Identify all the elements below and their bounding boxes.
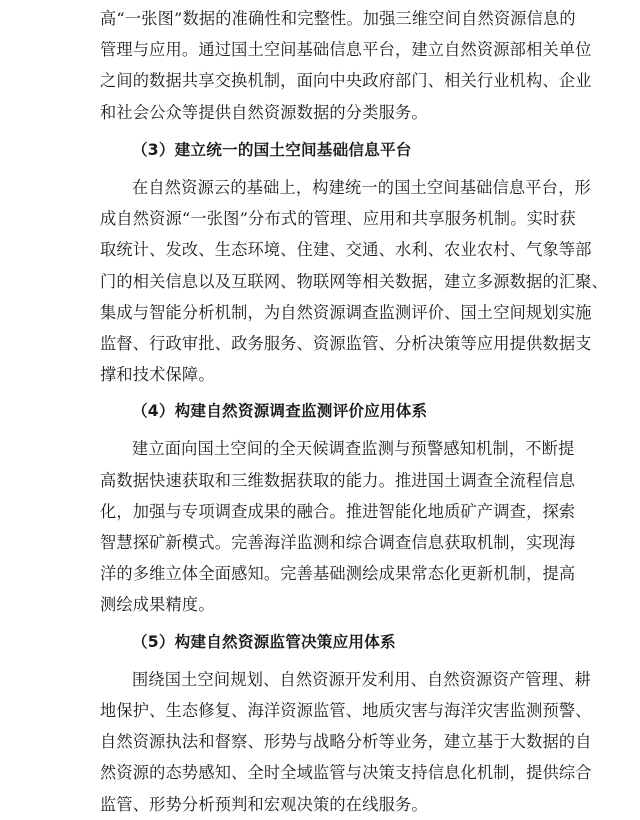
section-heading-5: （5）构建自然资源监管决策应用体系 — [132, 632, 396, 651]
text-line: 自然资源执法和督察、形势与战略分析等业务，建立基于大数据的自 — [100, 732, 592, 752]
text-line: 取统计、发改、生态环境、住建、交通、水利、农业农村、气象等部 — [100, 240, 592, 260]
text-line: 管理与应用。通过国土空间基础信息平台，建立自然资源部相关单位 — [100, 40, 592, 60]
paragraph-section-5 — [100, 664, 590, 820]
text-line: 智慧探矿新模式。完善海洋监测和综合调查信息获取机制，实现海 — [100, 533, 576, 552]
text-line: 测绘成果精度。 — [100, 595, 215, 615]
text-line: 监管、形势分析预判和宏观决策的在线服务。 — [100, 794, 428, 814]
text-line: 建立面向国土空间的全天候调查监测与预警感知机制，不断提 — [132, 439, 575, 459]
paragraph-section-3 — [100, 172, 609, 390]
text-line: 洋的多维立体全面感知。完善基础测绘成果常态化更新机制，提高 — [100, 564, 576, 584]
text-line: 门的相关信息以及互联网、物联网等相关数据，建立多源数据的汇聚、 — [100, 271, 609, 291]
section-heading-3: （3）建立统一的国土空间基础信息平台 — [132, 140, 412, 159]
text-line: 围绕国土空间规划、自然资源开发利用、自然资源资产管理、耕 — [132, 669, 591, 689]
text-line: 地保护、生态修复、海洋资源监管、地质灾害与海洋灾害监测预警、 — [100, 700, 592, 720]
text-line: 化，加强与专项调查成果的融合。推进智能化地质矿产调查，探索 — [100, 501, 576, 521]
text-line: 监督、行政审批、政务服务、资源监管、分析决策等应用提供数据支 — [100, 333, 592, 353]
text-line: 然资源的态势感知、全时全域监管与决策支持信息化机制，提供综合 — [100, 763, 592, 783]
text-line: 撑和技术保障。 — [100, 365, 215, 385]
text-line: 之间的数据共享交换机制，面向中央政府部门、相关行业机构、企业 — [100, 71, 592, 91]
text-line: 高“一张图”数据的准确性和完整性。加强三维空间自然资源信息的 — [100, 9, 576, 28]
text-line: 高数据快速获取和三维数据获取的能力。推进国土调查全流程信息 — [100, 470, 576, 490]
paragraph-section-4 — [100, 433, 590, 620]
text-line: 集成与智能分析机制，为自然资源调查监测评价、国土空间规划实施 — [100, 302, 592, 322]
paragraph-intro — [100, 3, 590, 128]
document-page — [100, 0, 609, 820]
text-line: 和社会公众等提供自然资源数据的分类服务。 — [100, 102, 428, 122]
text-line: 成自然资源“一张图”分布式的管理、应用和共享服务机制。实时获 — [100, 209, 576, 229]
section-heading-4: （4）构建自然资源调查监测评价应用体系 — [132, 402, 428, 421]
text-line: 在自然资源云的基础上，构建统一的国土空间基础信息平台，形 — [132, 177, 591, 197]
